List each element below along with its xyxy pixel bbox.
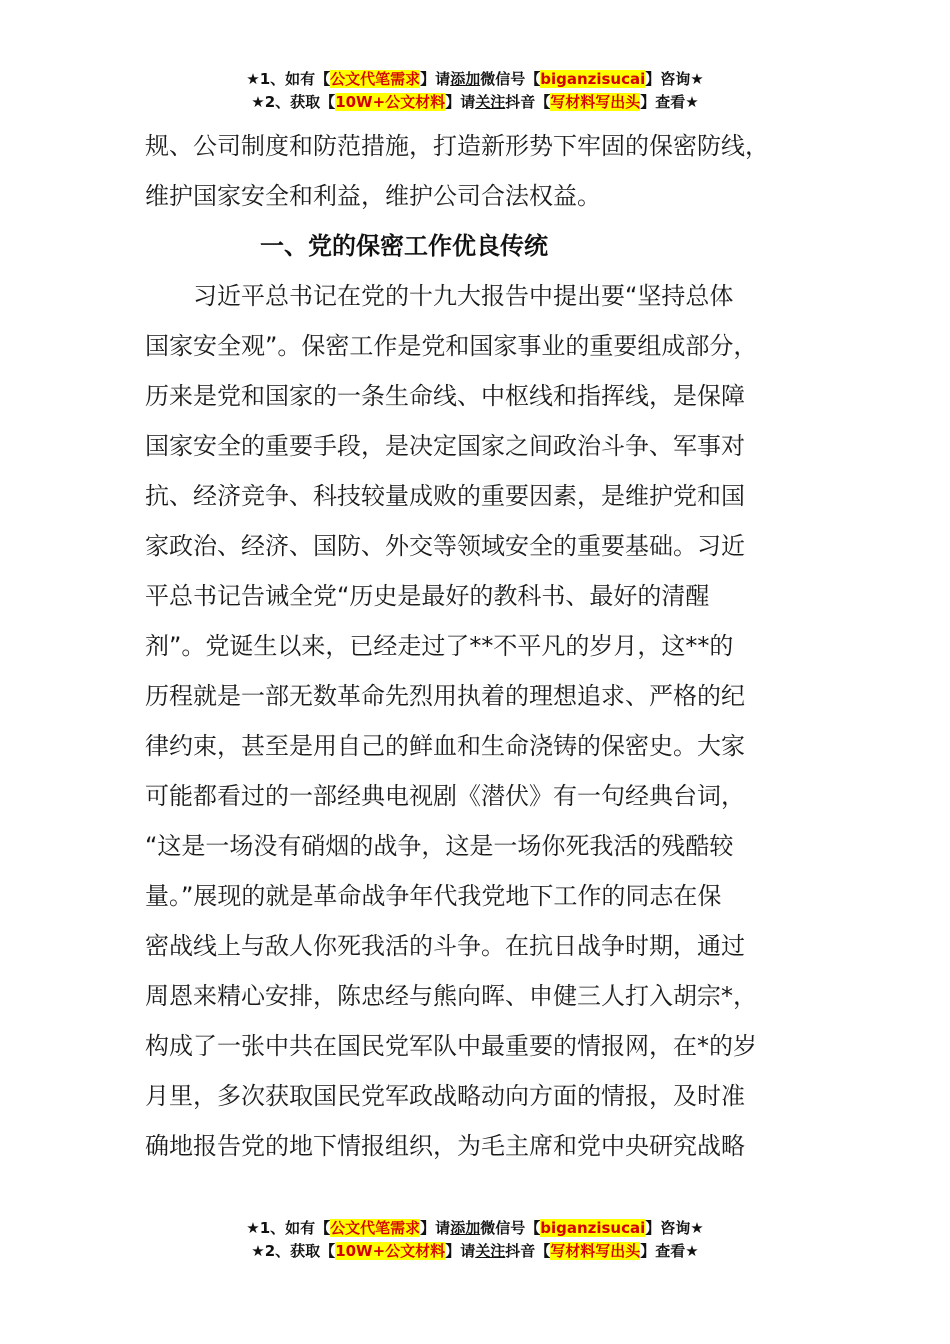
- text-line: 国家安全的重要手段，是决定国家之间政治斗争、军事对: [145, 432, 745, 460]
- banner-line-2: [0, 1240, 950, 1263]
- text-line: 平总书记告诫全党“历史是最好的教科书、最好的清醒: [145, 582, 710, 610]
- text-line: 可能都看过的一部经典电视剧《潜伏》有一句经典台词，: [145, 782, 745, 810]
- main-paragraph: [145, 271, 810, 1171]
- text-line: 剂”。党诞生以来，已经走过了**不平凡的岁月，这**的: [145, 632, 734, 660]
- banner-text: ★2、获取【: [251, 93, 336, 111]
- highlight-materials: 10W+公文材料: [335, 93, 446, 111]
- banner-emphasis: 添加: [450, 70, 481, 88]
- banner-emphasis: 添加: [450, 1219, 481, 1237]
- highlight-service: 公文代笔需求: [330, 70, 421, 88]
- text-line: 密战线上与敌人你死我活的斗争。在抗日战争时期，通过: [145, 932, 745, 960]
- highlight-wechat-id: biganzisucai: [540, 70, 646, 88]
- text-line: 历来是党和国家的一条生命线、中枢线和指挥线，是保障: [145, 382, 745, 410]
- banner-text: 】咨询★: [645, 70, 704, 88]
- banner-line-1: [0, 68, 950, 91]
- banner-line-2: [0, 91, 950, 114]
- text-line: 习近平总书记在党的十九大报告中提出要“坚持总体: [145, 282, 734, 310]
- text-line: 构成了一张中共在国民党军队中最重要的情报网，在*的岁: [145, 1032, 757, 1060]
- highlight-materials: 10W+公文材料: [335, 1242, 446, 1260]
- banner-text: 抖音【: [505, 93, 551, 111]
- banner-text: 】咨询★: [645, 1219, 704, 1237]
- banner-text: 】请: [445, 1242, 476, 1260]
- banner-text: ★2、获取【: [251, 1242, 336, 1260]
- banner-text: 】查看★: [640, 93, 699, 111]
- highlight-wechat-id: biganzisucai: [540, 1219, 646, 1237]
- banner-text: ★1、如有【: [246, 1219, 331, 1237]
- footer-banner: [0, 1217, 950, 1263]
- highlight-douyin-account: 写材料写出头: [550, 93, 641, 111]
- text-line: 周恩来精心安排，陈忠经与熊向晖、申健三人打入胡宗*，: [145, 982, 757, 1010]
- banner-text: 微信号【: [480, 70, 541, 88]
- section-heading: 一、党的保密工作优良传统: [260, 232, 548, 260]
- header-banner: [0, 68, 950, 114]
- text-line: 量。”展现的就是革命战争年代我党地下工作的同志在保: [145, 882, 722, 910]
- text-line: “这是一场没有硝烟的战争，这是一场你死我活的残酷较: [145, 832, 734, 860]
- banner-text: 抖音【: [505, 1242, 551, 1260]
- banner-text: 】请: [445, 93, 476, 111]
- banner-text: 】请: [420, 70, 451, 88]
- banner-line-1: [0, 1217, 950, 1240]
- text-line: 历程就是一部无数革命先烈用执着的理想追求、严格的纪: [145, 682, 745, 710]
- banner-text: 】查看★: [640, 1242, 699, 1260]
- banner-emphasis: 关注: [475, 93, 506, 111]
- highlight-douyin-account: 写材料写出头: [550, 1242, 641, 1260]
- banner-text: ★1、如有【: [246, 70, 331, 88]
- text-line: 国家安全观”。保密工作是党和国家事业的重要组成部分，: [145, 332, 758, 360]
- banner-emphasis: 关注: [475, 1242, 506, 1260]
- text-line: 抗、经济竞争、科技较量成败的重要因素，是维护党和国: [145, 482, 745, 510]
- text-line: 维护国家安全和利益，维护公司合法权益。: [145, 182, 601, 210]
- banner-text: 】请: [420, 1219, 451, 1237]
- text-line: 家政治、经济、国防、外交等领域安全的重要基础。习近: [145, 532, 745, 560]
- text-line: 月里，多次获取国民党军政战略动向方面的情报，及时准: [145, 1082, 745, 1110]
- text-line: 律约束，甚至是用自己的鲜血和生命浇铸的保密史。大家: [145, 732, 745, 760]
- highlight-service: 公文代笔需求: [330, 1219, 421, 1237]
- banner-text: 微信号【: [480, 1219, 541, 1237]
- text-line: 规、公司制度和防范措施，打造新形势下牢固的保密防线，: [145, 132, 769, 160]
- text-line: 确地报告党的地下情报组织，为毛主席和党中央研究战略: [145, 1132, 745, 1160]
- intro-paragraph: [145, 121, 810, 221]
